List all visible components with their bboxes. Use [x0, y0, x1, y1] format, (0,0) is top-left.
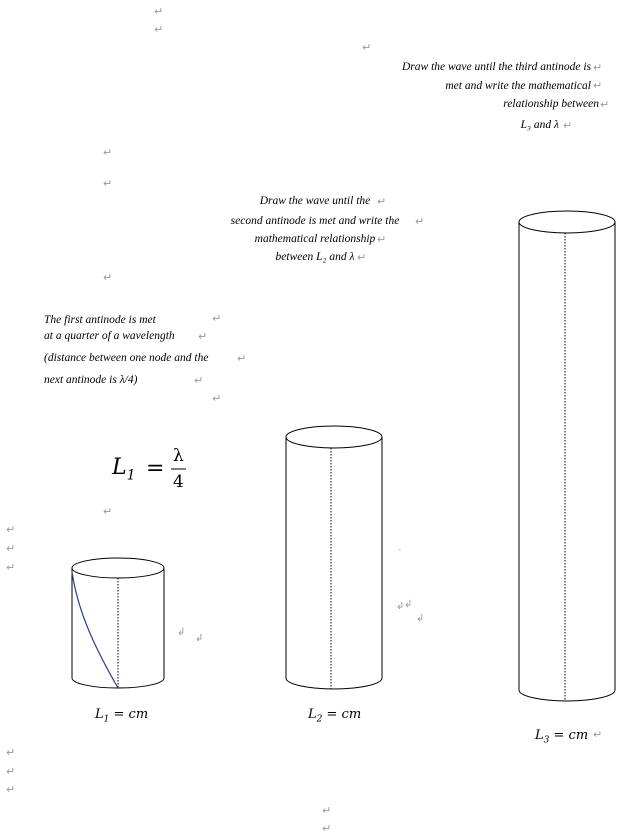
paragraph-mark: ↵: [415, 215, 425, 228]
formula-lhs: [112, 455, 136, 483]
quarter-wave-line: [72, 572, 118, 688]
paragraph-mark: ↵: [593, 728, 603, 741]
paragraph-mark: ↵: [6, 765, 16, 778]
paragraph-mark: ↵: [154, 5, 164, 18]
paragraph-mark: ↵: [377, 233, 387, 246]
wrap-mark: ↲: [416, 613, 425, 624]
tube-3: [519, 211, 615, 701]
instruction-second-line-4: between L₂ and λ: [275, 251, 355, 263]
wrap-mark: ↲: [177, 627, 186, 638]
paragraph-mark: ↵: [212, 312, 222, 325]
paragraph-mark: ↵: [322, 804, 332, 817]
instruction-third-line-2: met and write the mathematical: [445, 80, 591, 92]
paragraph-mark: ↵: [600, 98, 610, 111]
paragraph-mark: ↵: [377, 195, 387, 208]
wrap-mark: ↲: [404, 599, 413, 610]
instruction-third-line-1: Draw the wave until the third antinode is: [402, 61, 591, 73]
paragraph-mark: ↵: [103, 271, 113, 284]
paragraph-mark: ↵: [103, 146, 113, 159]
formula-numerator: λ: [173, 446, 184, 466]
paragraph-mark: ↵: [198, 330, 208, 343]
paragraph-mark: ↵: [103, 177, 113, 190]
paragraph-mark: ↵: [6, 783, 16, 796]
note-line-2: at a quarter of a wavelength: [44, 330, 175, 342]
wrap-mark: ↲: [195, 633, 204, 644]
paragraph-mark: ↵: [212, 392, 222, 405]
instruction-third-line-3: relationship between: [503, 98, 599, 110]
paragraph-mark: ↵: [6, 561, 16, 574]
tube-1-label: $L_1$ = cm: [95, 707, 149, 725]
paragraph-mark: ↵: [237, 352, 247, 365]
paragraph-mark: ↵: [194, 374, 204, 387]
paragraph-mark: ↵: [322, 822, 332, 835]
instruction-second-line-1: Draw the wave until the: [259, 195, 371, 207]
tube-2-label: $L_2$ = cm: [308, 707, 362, 725]
stray-dot: -: [398, 545, 401, 554]
formula-denominator: 4: [173, 472, 184, 492]
instruction-second-line-3: mathematical relationship: [254, 233, 376, 245]
paragraph-mark: ↵: [6, 542, 16, 555]
paragraph-mark: ↵: [357, 251, 367, 264]
paragraph-mark: ↵: [593, 61, 603, 74]
paragraph-mark: ↵: [154, 23, 164, 36]
paragraph-mark: ↵: [362, 41, 372, 54]
wrap-mark: ↲: [396, 601, 405, 612]
paragraph-mark: ↵: [6, 746, 16, 759]
paragraph-mark: ↵: [103, 505, 113, 518]
tube-2: [286, 426, 382, 689]
note-line-4: next antinode is λ/4): [44, 374, 138, 386]
formula-equals: =: [146, 456, 165, 481]
tube-3-label: $L_3$ = cm: [535, 728, 589, 746]
instruction-third-line-4: L₃ and λ: [520, 119, 559, 131]
note-line-3: (distance between one node and the: [44, 352, 209, 364]
note-line-1: The first antinode is met: [44, 314, 156, 326]
instruction-second-line-2: second antinode is met and write the: [230, 215, 400, 227]
formula-subscript: 1: [126, 467, 136, 484]
paragraph-mark: ↵: [593, 79, 603, 92]
paragraph-mark: ↵: [6, 523, 16, 536]
paragraph-mark: ↵: [563, 119, 573, 132]
formula-symbol: L: [112, 455, 127, 480]
